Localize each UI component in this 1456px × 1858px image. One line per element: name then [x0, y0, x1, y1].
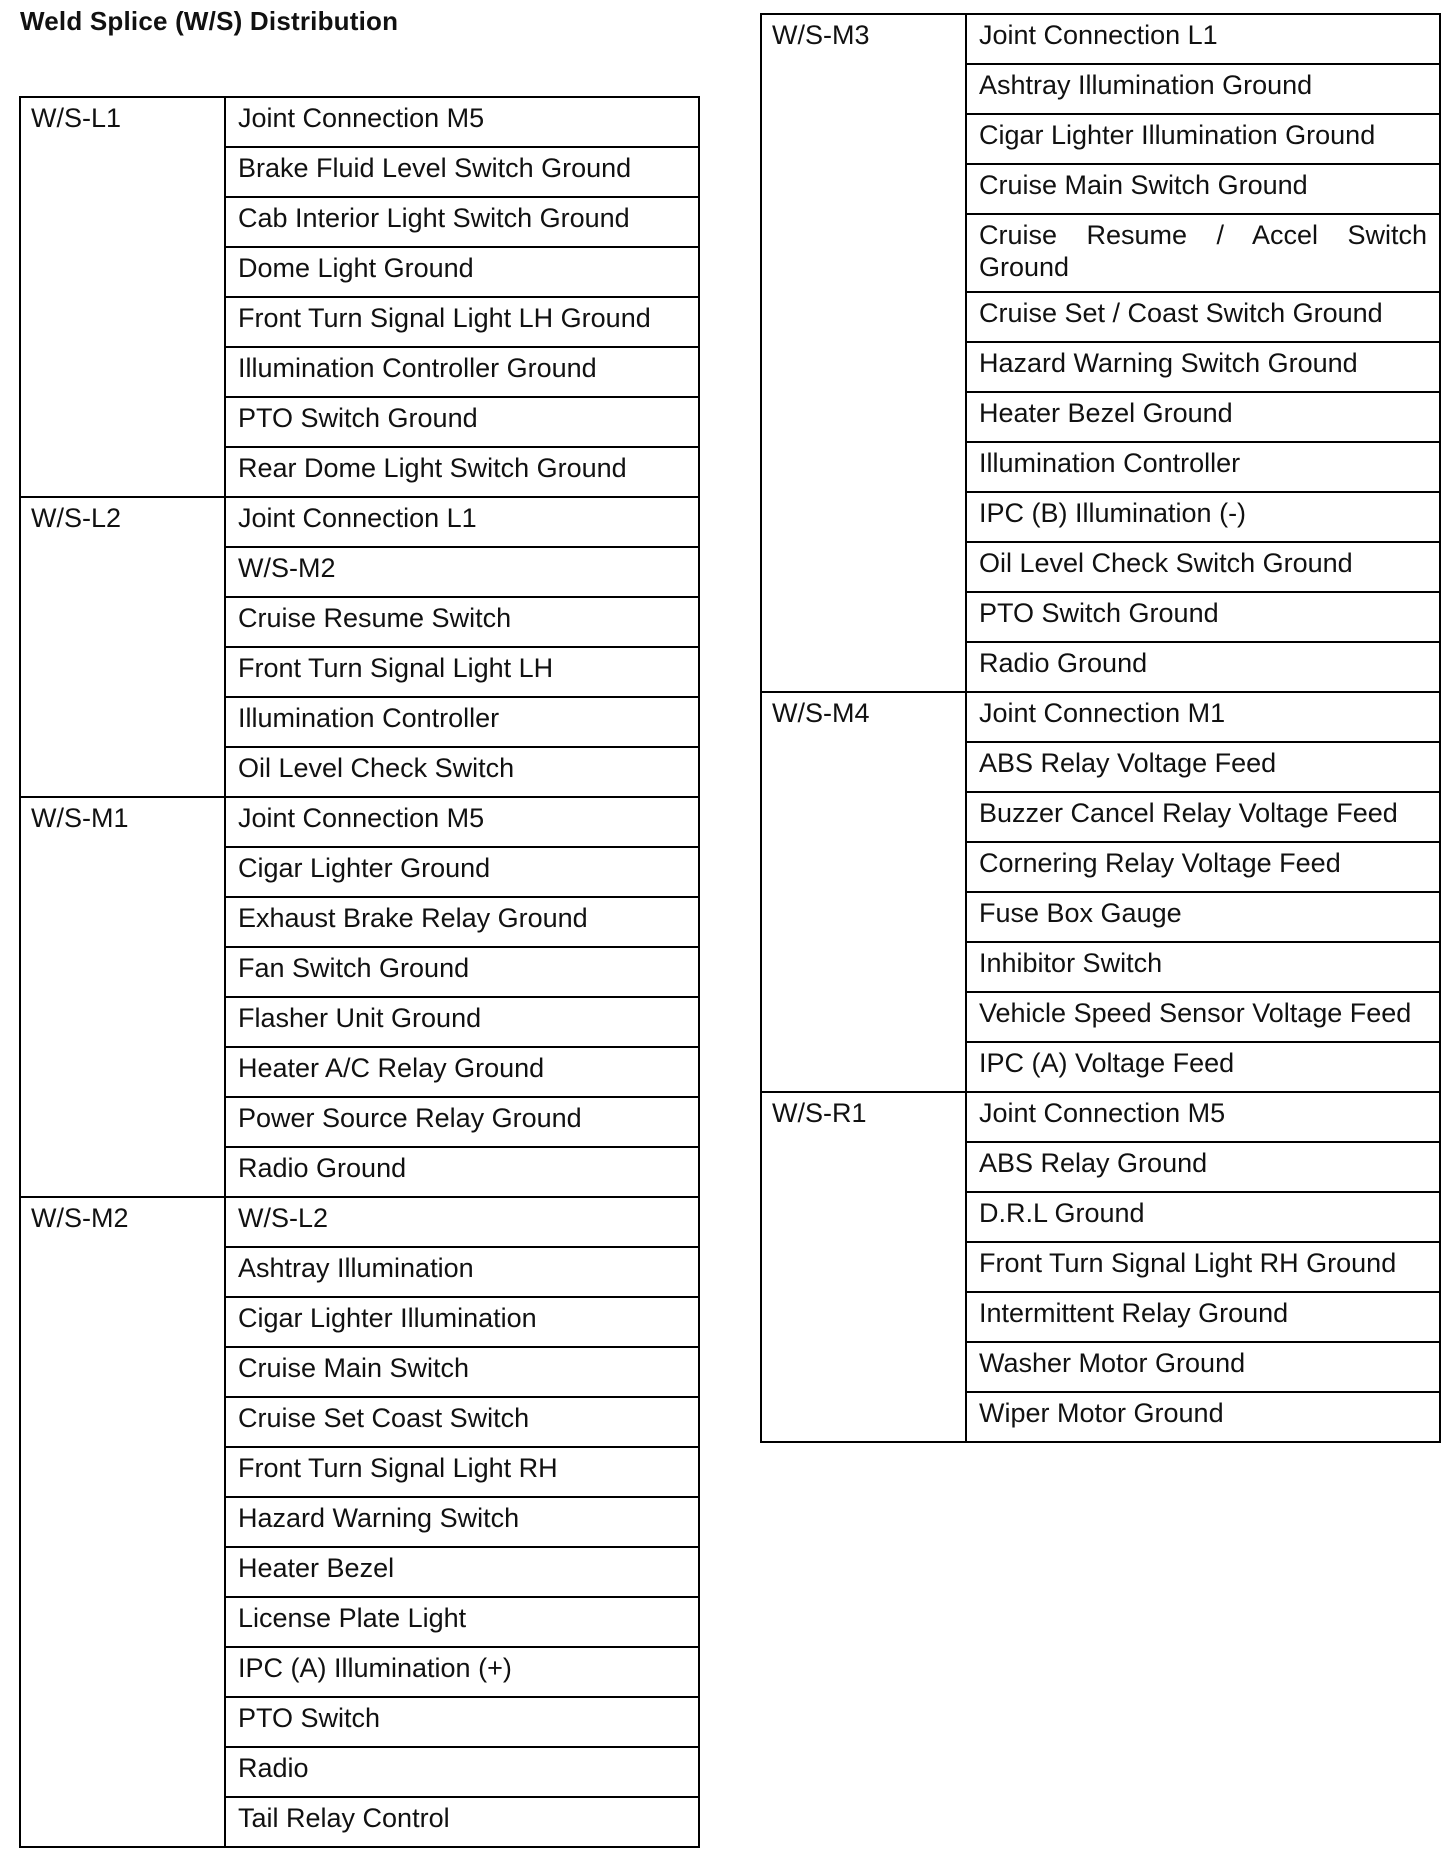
connection-cell: Heater Bezel — [225, 1547, 699, 1597]
connection-cell: Cruise Set / Coast Switch Ground — [966, 292, 1440, 342]
connection-cell: PTO Switch Ground — [225, 397, 699, 447]
connection-cell: ABS Relay Ground — [966, 1142, 1440, 1192]
connection-cell: Cruise Set Coast Switch — [225, 1397, 699, 1447]
table-row — [20, 497, 699, 547]
connection-cell: Ashtray Illumination — [225, 1247, 699, 1297]
connection-cell: Joint Connection M5 — [225, 797, 699, 847]
connection-cell: Heater Bezel Ground — [966, 392, 1440, 442]
connection-cell: IPC (A) Illumination (+) — [225, 1647, 699, 1697]
connection-cell: PTO Switch — [225, 1697, 699, 1747]
connection-cell: Front Turn Signal Light LH Ground — [225, 297, 699, 347]
connection-cell: Joint Connection L1 — [225, 497, 699, 547]
table-row — [761, 692, 1440, 742]
connection-cell: Radio Ground — [966, 642, 1440, 692]
connection-cell: Oil Level Check Switch — [225, 747, 699, 797]
connection-cell: Cigar Lighter Illumination — [225, 1297, 699, 1347]
connection-cell: Hazard Warning Switch — [225, 1497, 699, 1547]
connection-cell: Washer Motor Ground — [966, 1342, 1440, 1392]
connection-cell: Cruise Resume Switch — [225, 597, 699, 647]
connection-cell: IPC (B) Illumination (-) — [966, 492, 1440, 542]
connection-cell: Joint Connection L1 — [966, 14, 1440, 64]
connection-cell: Ashtray Illumination Ground — [966, 64, 1440, 114]
connection-cell: Buzzer Cancel Relay Voltage Feed — [966, 792, 1440, 842]
connection-cell: W/S-L2 — [225, 1197, 699, 1247]
splice-table-left — [19, 96, 700, 1848]
splice-id-cell: W/S-M4 — [761, 692, 966, 1092]
connection-cell: Fuse Box Gauge — [966, 892, 1440, 942]
connection-cell: Front Turn Signal Light RH Ground — [966, 1242, 1440, 1292]
connection-cell: W/S-M2 — [225, 547, 699, 597]
splice-id-cell: W/S-M1 — [20, 797, 225, 1197]
splice-id-cell: W/S-R1 — [761, 1092, 966, 1442]
connection-cell: Tail Relay Control — [225, 1797, 699, 1847]
splice-id-cell: W/S-M3 — [761, 14, 966, 692]
connection-cell: Hazard Warning Switch Ground — [966, 342, 1440, 392]
table-row — [761, 1092, 1440, 1142]
connection-cell: ABS Relay Voltage Feed — [966, 742, 1440, 792]
connection-cell: License Plate Light — [225, 1597, 699, 1647]
connection-cell: Rear Dome Light Switch Ground — [225, 447, 699, 497]
page-title: Weld Splice (W/S) Distribution — [20, 6, 399, 36]
connection-cell: Wiper Motor Ground — [966, 1392, 1440, 1442]
connection-cell: Cab Interior Light Switch Ground — [225, 197, 699, 247]
table-row — [20, 797, 699, 847]
table-row — [761, 14, 1440, 64]
connection-cell: Front Turn Signal Light LH — [225, 647, 699, 697]
table-row — [20, 1197, 699, 1247]
connection-cell: Illumination Controller — [966, 442, 1440, 492]
connection-cell: Joint Connection M1 — [966, 692, 1440, 742]
connection-cell: D.R.L Ground — [966, 1192, 1440, 1242]
connection-cell: Inhibitor Switch — [966, 942, 1440, 992]
connection-cell: Power Source Relay Ground — [225, 1097, 699, 1147]
splice-id-cell: W/S-L1 — [20, 97, 225, 497]
connection-cell: Heater A/C Relay Ground — [225, 1047, 699, 1097]
connection-cell: Cruise Main Switch — [225, 1347, 699, 1397]
connection-cell: Fan Switch Ground — [225, 947, 699, 997]
connection-cell: Radio Ground — [225, 1147, 699, 1197]
table-row — [20, 97, 699, 147]
connection-cell: PTO Switch Ground — [966, 592, 1440, 642]
connection-cell: Oil Level Check Switch Ground — [966, 542, 1440, 592]
connection-cell: Cruise Main Switch Ground — [966, 164, 1440, 214]
connection-cell: Illumination Controller Ground — [225, 347, 699, 397]
splice-table-right — [760, 13, 1441, 1443]
connection-cell: Joint Connection M5 — [225, 97, 699, 147]
connection-cell: Illumination Controller — [225, 697, 699, 747]
connection-cell: Joint Connection M5 — [966, 1092, 1440, 1142]
connection-cell: IPC (A) Voltage Feed — [966, 1042, 1440, 1092]
connection-cell: Cigar Lighter Illumination Ground — [966, 114, 1440, 164]
connection-cell: Dome Light Ground — [225, 247, 699, 297]
connection-cell: Cornering Relay Voltage Feed — [966, 842, 1440, 892]
connection-cell: Cigar Lighter Ground — [225, 847, 699, 897]
connection-cell: Vehicle Speed Sensor Voltage Feed — [966, 992, 1440, 1042]
connection-cell: Intermittent Relay Ground — [966, 1292, 1440, 1342]
connection-cell: Flasher Unit Ground — [225, 997, 699, 1047]
connection-cell: Front Turn Signal Light RH — [225, 1447, 699, 1497]
splice-id-cell: W/S-L2 — [20, 497, 225, 797]
splice-id-cell: W/S-M2 — [20, 1197, 225, 1847]
connection-cell: Exhaust Brake Relay Ground — [225, 897, 699, 947]
connection-cell: Brake Fluid Level Switch Ground — [225, 147, 699, 197]
connection-cell: Radio — [225, 1747, 699, 1797]
connection-cell: Cruise Resume / Accel Switch Ground — [966, 214, 1440, 292]
